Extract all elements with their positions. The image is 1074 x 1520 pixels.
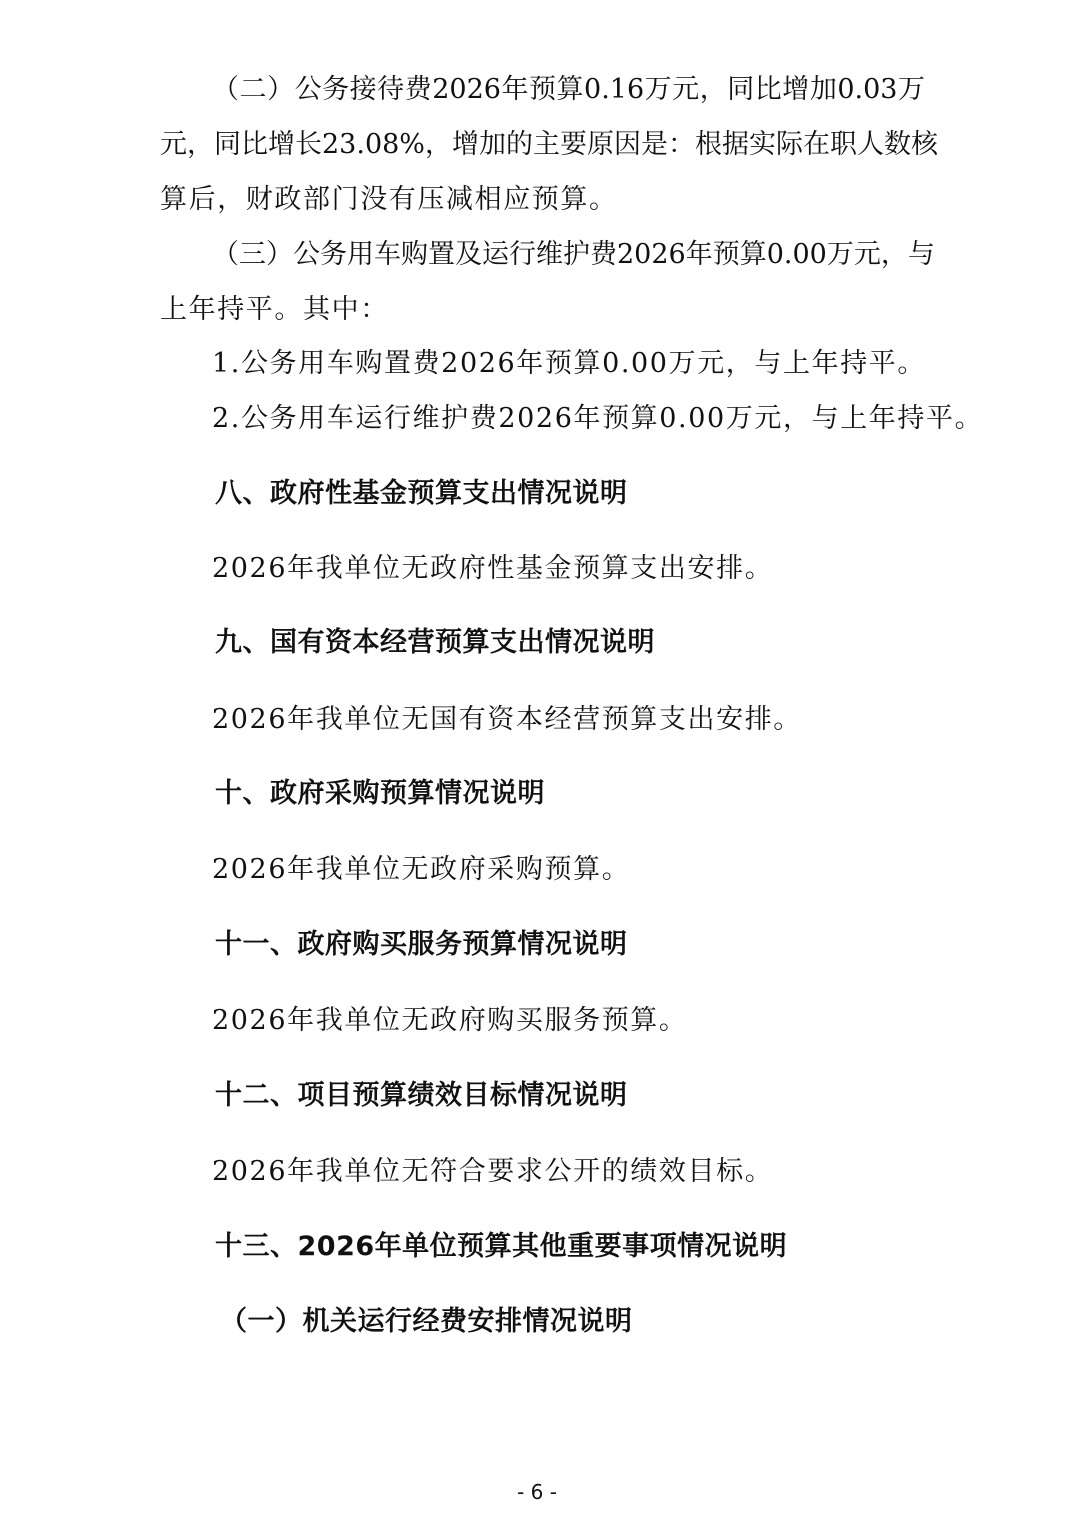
section-heading-other-matters: 十三、2026年单位预算其他重要事项情况说明: [215, 1231, 788, 1262]
hospitality-paragraph-line-1: （二）公务接待费2026年预算0.16万元，同比增加0.03万: [212, 74, 925, 105]
section-heading-performance: 十二、项目预算绩效目标情况说明: [215, 1080, 628, 1111]
hospitality-paragraph-line-3: 算后，财政部门没有压减相应预算。: [160, 184, 618, 215]
vehicles-maintenance-item: 2.公务用车运行维护费2026年预算0.00万元，与上年持平。: [212, 403, 984, 434]
government-fund-body: 2026年我单位无政府性基金预算支出安排。: [212, 553, 774, 584]
procurement-body: 2026年我单位无政府采购预算。: [212, 854, 631, 885]
performance-body: 2026年我单位无符合要求公开的绩效目标。: [212, 1156, 774, 1187]
section-heading-service-purchase: 十一、政府购买服务预算情况说明: [215, 929, 628, 960]
hospitality-paragraph-line-2: 元，同比增长23.08%，增加的主要原因是：根据实际在职人数核: [160, 129, 938, 160]
state-capital-body: 2026年我单位无国有资本经营预算支出安排。: [212, 704, 802, 735]
vehicles-paragraph-line-2: 上年持平。其中：: [160, 294, 389, 325]
subsection-heading-operating-expenses: （一）机关运行经费安排情况说明: [220, 1306, 633, 1337]
page-number: - 6 -: [517, 1480, 557, 1504]
section-heading-procurement: 十、政府采购预算情况说明: [215, 778, 545, 809]
vehicles-paragraph-line-1: （三）公务用车购置及运行维护费2026年预算0.00万元，与: [212, 239, 935, 270]
service-purchase-body: 2026年我单位无政府购买服务预算。: [212, 1005, 688, 1036]
section-heading-government-fund: 八、政府性基金预算支出情况说明: [215, 478, 628, 509]
section-heading-state-capital: 九、国有资本经营预算支出情况说明: [215, 627, 655, 658]
vehicles-purchase-item: 1.公务用车购置费2026年预算0.00万元，与上年持平。: [212, 348, 926, 379]
